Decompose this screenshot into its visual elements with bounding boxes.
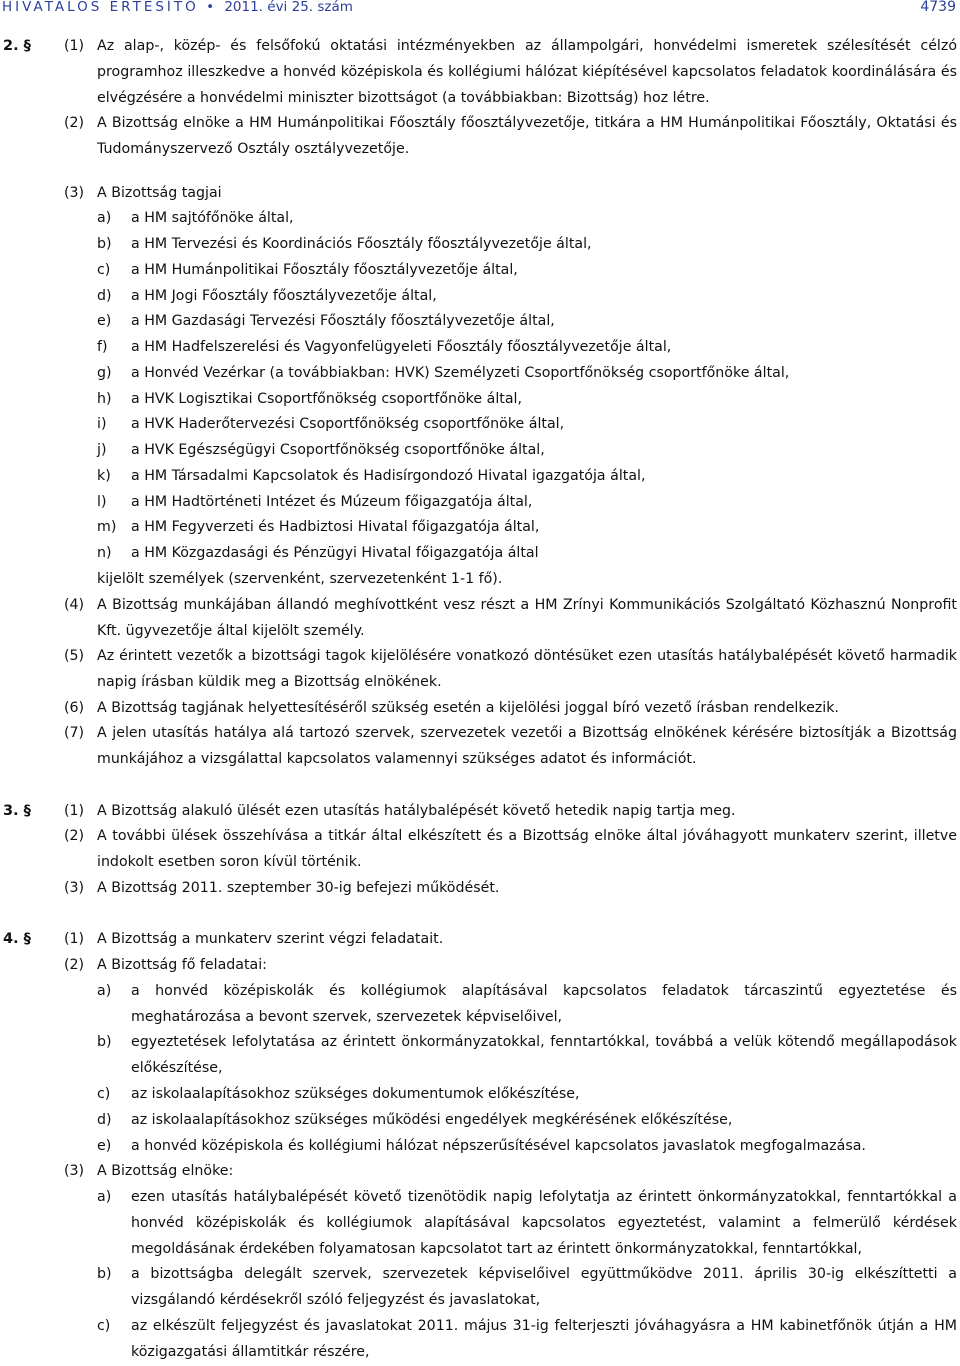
s3-p2-number: (2) (64, 828, 85, 844)
list-item: a HM Tervezési és Koordinációs Főosztály főosztályvezetője által, (131, 236, 592, 252)
list-letter: j) (97, 442, 107, 458)
list-letter: f) (97, 339, 108, 355)
list-letter: b) (97, 1266, 112, 1282)
s3-p1-number: (1) (64, 803, 85, 819)
list-letter: a) (97, 1189, 112, 1205)
s2-p1-number: (1) (64, 38, 85, 54)
s3-p3-number: (3) (64, 880, 85, 896)
s2-p4-text: A Bizottság munkájában állandó meghívottként vesz részt a HM Zrínyi Kommunikációs Szolgáltató Közhasznú Nonprofit Kft. ügyvezetője által kijelölt személy. (97, 597, 957, 639)
journal-name: HIVATALOS ÉRTESÍTŐ (2, 0, 199, 15)
list-item: a HM Jogi Főosztály főosztályvezetője által, (131, 288, 437, 304)
list-item: a HM sajtófőnöke által, (131, 210, 294, 226)
page-number: 4739 (920, 0, 956, 15)
s2-p3-closing: kijelölt személyek (szervenként, szervezetenként 1-1 fő). (97, 571, 503, 587)
list-item: az iskolaalapításokhoz szükséges dokumentumok előkészítése, (131, 1086, 580, 1102)
s4-p3-intro: A Bizottság elnöke: (97, 1163, 234, 1179)
list-item: az iskolaalapításokhoz szükséges működési engedélyek megkérésének előkészítése, (131, 1112, 733, 1128)
list-item: ezen utasítás hatálybalépését követő tizenötödik napig lefolytatja az érintett önkormányzatokkal, fenntartókkal a honvéd középiskolák és kollégiumok alapításával kapcsolatos egyeztetést, valamint a felmerülő kérdések megoldásának érdekében folyamatosan kapcsolatot tart az érintett önkormányzatokkal, fenntartókkal, (131, 1189, 957, 1257)
s2-p6-number: (6) (64, 700, 85, 716)
s2-p5-text: Az érintett vezetők a bizottsági tagok kijelölésére vonatkozó döntésüket ezen utasítás hatálybalépését követő harmadik napig írásban küldik meg a Bizottság elnökének. (97, 648, 957, 690)
s2-p1-body: Az alap-, közép- és felsőfokú oktatási intézményekben az állampolgári, honvédelmi ismeretek szélesítését célzó programhoz illeszkedve a honvéd középiskola és kollégiumi hálózat kiépítésével kapcsolatos feladatok koordinálására és elvégzésére a honvédelmi miniszter bizottságot (a továbbiakban: Bizottság) hoz létre. (97, 38, 957, 106)
list-letter: e) (97, 1138, 112, 1154)
s2-p2-number: (2) (64, 115, 85, 131)
list-item: a HM Hadtörténeti Intézet és Múzeum főigazgatója által, (131, 494, 533, 510)
s3-p2-text: A további ülések összehívása a titkár által elkészített és a Bizottság elnöke által jóváhagyott munkaterv szerint, illetve indokolt esetben soron kívül történik. (97, 828, 957, 870)
list-item: a HVK Logisztikai Csoportfőnökség csoportfőnöke által, (131, 391, 522, 407)
list-item: a HM Közgazdasági és Pénzügyi Hivatal főigazgatója által (131, 545, 539, 561)
list-letter: a) (97, 210, 112, 226)
list-item: a HVK Egészségügyi Csoportfőnökség csoportfőnöke által, (131, 442, 545, 458)
section-3-number: 3. § (3, 803, 31, 819)
list-letter: c) (97, 1318, 111, 1334)
list-item: a HM Társadalmi Kapcsolatok és Hadisírgondozó Hivatal igazgatója által, (131, 468, 646, 484)
list-letter: a) (97, 983, 112, 999)
s2-p3-intro: A Bizottság tagjai (97, 185, 222, 201)
list-item: a bizottságba delegált szervek, szervezetek képviselőivel együttműködve 2011. április 30-ig elkészíttetti a vizsgálandó kérdésekről szóló feljegyzést és javaslatokat, (131, 1266, 957, 1308)
s2-p6-text: A Bizottság tagjának helyettesítéséről szükség esetén a kijelölési joggal bíró vezető írásban rendelkezik. (97, 700, 839, 716)
list-item: a HM Fegyverzeti és Hadbiztosi Hivatal főigazgatója által, (131, 519, 540, 535)
list-letter: l) (97, 494, 107, 510)
section-4-number: 4. § (3, 931, 31, 947)
list-item: a HM Hadfelszerelési és Vagyonfelügyeleti Főosztály főosztályvezetője által, (131, 339, 672, 355)
s2-p2-text: A Bizottság elnöke a HM Humánpolitikai Főosztály főosztályvezetője, titkára a HM Humánpolitikai Főosztály, Oktatási és Tudományszervező Osztály osztályvezetője. (97, 115, 957, 157)
list-item: a HM Gazdasági Tervezési Főosztály főosztályvezetője által, (131, 313, 555, 329)
list-letter: k) (97, 468, 111, 484)
list-item: a honvéd középiskola és kollégiumi hálózat népszerűsítésével kapcsolatos javaslatok megfogalmazása. (131, 1138, 866, 1154)
s3-p3-text: A Bizottság 2011. szeptember 30-ig befejezi működését. (97, 880, 500, 896)
list-letter: c) (97, 1086, 111, 1102)
list-letter: m) (97, 519, 117, 535)
list-item: a HM Humánpolitikai Főosztály főosztályvezetője által, (131, 262, 518, 278)
s4-p3-number: (3) (64, 1163, 85, 1179)
list-letter: d) (97, 1112, 112, 1128)
list-letter: h) (97, 391, 112, 407)
section-2-number: 2. § (3, 38, 31, 54)
s4-p2-number: (2) (64, 957, 85, 973)
s4-p2-intro: A Bizottság fő feladatai: (97, 957, 267, 973)
list-letter: n) (97, 545, 112, 561)
list-item: a Honvéd Vezérkar (a továbbiakban: HVK) Személyzeti Csoportfőnökség csoportfőnöke által, (131, 365, 790, 381)
list-item: az elkészült feljegyzést és javaslatokat 2011. május 31-ig felterjeszti jóváhagyásra a HM kabinetfőnök útján a HM közigazgatási államtitkár részére, (131, 1318, 957, 1360)
list-letter: i) (97, 416, 107, 432)
s2-p4-number: (4) (64, 597, 85, 613)
running-header (0, 0, 960, 22)
list-letter: d) (97, 288, 112, 304)
s2-p1-text (97, 34, 957, 111)
s4-p1-number: (1) (64, 931, 85, 947)
list-item: egyeztetések lefolytatása az érintett önkormányzatokkal, fenntartókkal, továbbá a velük kötendő megállapodások előkészítése, (131, 1034, 957, 1076)
list-letter: b) (97, 1034, 112, 1050)
s2-p7-text: A jelen utasítás hatálya alá tartozó szervek, szervezetek vezetői a Bizottság elnökének kérésére biztosítják a Bizottság munkájához a vizsgálattal kapcsolatos valamennyi szükséges adatot és információt. (97, 725, 957, 767)
issue-label: 2011. évi 25. szám (224, 0, 353, 15)
journal-title: HIVATALOS ÉRTESÍTŐ • 2011. évi 25. szám (2, 0, 353, 15)
list-item: a HVK Haderőtervezési Csoportfőnökség csoportfőnöke által, (131, 416, 565, 432)
list-letter: c) (97, 262, 111, 278)
s2-p7-number: (7) (64, 725, 85, 741)
list-letter: b) (97, 236, 112, 252)
list-letter: e) (97, 313, 112, 329)
s2-p5-number: (5) (64, 648, 85, 664)
list-letter: g) (97, 365, 112, 381)
s4-p1-text: A Bizottság a munkaterv szerint végzi feladatait. (97, 931, 444, 947)
list-item: a honvéd középiskolák és kollégiumok alapításával kapcsolatos feladatok tárcaszintű egyeztetése és meghatározása a bevont szervek, szervezetek képviselőivel, (131, 983, 957, 1025)
s2-p3-number: (3) (64, 185, 85, 201)
s3-p1-text: A Bizottság alakuló ülését ezen utasítás hatálybalépését követő hetedik napig tartja meg. (97, 803, 736, 819)
